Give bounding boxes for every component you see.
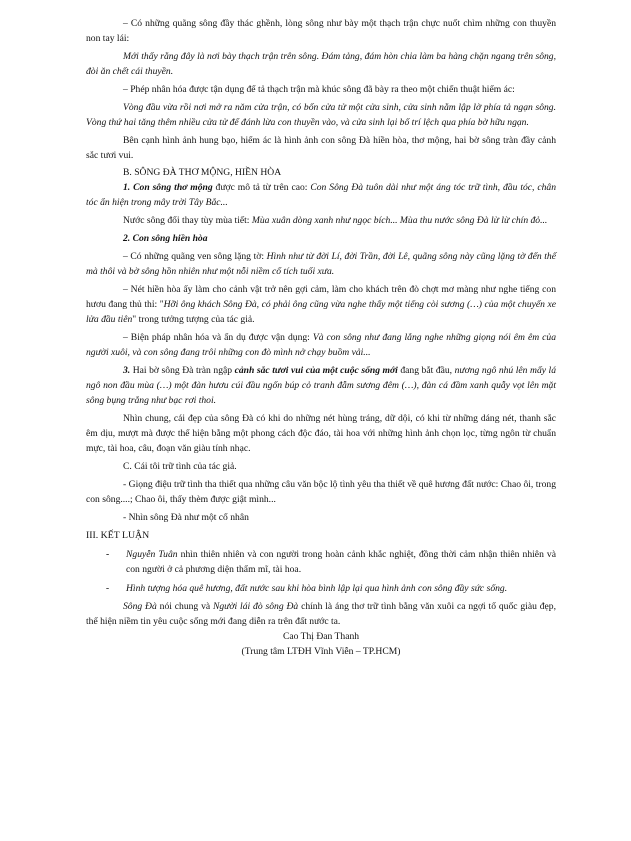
quote-text: Hình như từ đời Lí, đời Trần, đời Lê, quãng sông này cũng lặng tờ đến thế mà thôi và bờ sông hồn nhiên như một nỗi niềm cổ tích tuổi xưa. bbox=[86, 251, 556, 277]
text: – Có những quãng ven sông lặng tờ: bbox=[123, 251, 267, 262]
work-title: Sông Đà bbox=[123, 601, 157, 612]
subsection-number: 3. bbox=[123, 365, 131, 376]
paragraph bbox=[86, 330, 556, 360]
list-item bbox=[86, 547, 556, 577]
text: " trong tưởng tượng của tác giả. bbox=[132, 314, 255, 325]
subsection-1 bbox=[86, 180, 556, 210]
text: nhìn thiên nhiên và con người trong hoàn cảnh khắc nghiệt, đồng thời cảm nhận thiên nhiên và con người ở cả phương diện thẩm mĩ, tài hoa. bbox=[126, 549, 556, 575]
signature-organization: (Trung tâm LTĐH Vĩnh Viễn – TP.HCM) bbox=[241, 646, 401, 657]
quote-text: Hỡi ông khách Sông Đà, có phải ông cũng vừa nghe thấy một tiếng còi sương (…) của một chuyến xe lửa đầu tiên bbox=[86, 299, 557, 325]
author-name: Nguyễn Tuân bbox=[126, 549, 178, 560]
emphasis-text: cảnh sắc tươi vui của một cuộc sống mới bbox=[234, 365, 398, 376]
conclusion-paragraph bbox=[86, 599, 556, 629]
text: chính là áng thơ trữ tình bằng văn xuôi ca ngợi tổ quốc giàu đẹp, thể hiện niềm tin yêu cuộc sống mới đang diễn ra trên đất nước ta. bbox=[86, 601, 557, 627]
list-item bbox=[86, 581, 556, 596]
work-title: Người lái đò sông Đà bbox=[212, 601, 299, 612]
text: – Biện pháp nhân hóa và ẩn dụ được vận dụng: bbox=[123, 332, 313, 343]
paragraph: - Nhìn sông Đà như một cố nhân bbox=[123, 512, 249, 523]
subsection-title: 1. Con sông thơ mộng bbox=[123, 182, 213, 193]
paragraph: – Có những quãng sông đầy thác ghềnh, lòng sông như bày một thạch trận chực nuốt chìm những con thuyền non tay lái: bbox=[86, 18, 556, 44]
text: Hình tượng hóa quê hương, đất nước sau khi hòa bình lập lại qua hình ảnh con sông đầy sức sống. bbox=[126, 583, 508, 594]
document-page bbox=[86, 0, 556, 659]
quote-paragraph: Vòng đầu vừa rồi nơi mở ra năm cửa trận, có bốn cửa tử một cửa sinh, cửa sinh nằm lập lờ phía tả ngạn sông. Vòng thứ hai tăng thêm nhiều cửa tử để đánh lừa con thuyền vào, và cửa sinh lại bố trí lệch qua phía bờ hữu ngạn. bbox=[86, 102, 556, 128]
quote-text: Và con sông như đang lắng nghe những giọng nói êm êm của người xuôi, và con sông đang trôi những con đò mình nở chạy buồm vải... bbox=[86, 332, 556, 358]
quote-paragraph: Mới thấy rằng đây là nơi bày thạch trận trên sông. Đám tảng, đám hòn chia làm ba hàng chặn ngang trên sông, đòi ăn chết cái thuyền. bbox=[86, 51, 556, 77]
text: Hai bờ sông Đà tràn ngập bbox=[130, 365, 235, 376]
paragraph: - Giọng điệu trữ tình tha thiết qua những câu văn bộc lộ tình yêu tha thiết về quê hương đất nước: Chao ôi, trong con sông....; Chao ôi, thấy thèm được giật mình... bbox=[86, 479, 556, 505]
paragraph: Nhìn chung, cái đẹp của sông Đà có khi do những nét hùng tráng, dữ dội, có khi từ những dáng nét, thanh sắc êm dịu, mượt mà được thể hiện bằng một phong cách độc đáo, tài hoa với những hình ảnh chọn lọc, từng ngôn từ chuẩn mực, tài hoa, câu, đoạn văn giàu tính nhạc. bbox=[86, 413, 556, 454]
signature-name: Cao Thị Đan Thanh bbox=[282, 631, 360, 642]
bullet-marker: - bbox=[106, 583, 110, 594]
section-heading-b: B. SÔNG ĐÀ THƠ MỘNG, HIỀN HÒA bbox=[123, 167, 282, 178]
text: – Nét hiền hòa ấy làm cho cảnh vật trở nên gợi cảm, làm cho khách trên đò chợt mơ màng như nghe tiếng con hươu đang thủ thỉ: " bbox=[86, 284, 556, 310]
paragraph bbox=[86, 249, 556, 279]
quote-text: Con Sông Đà tuôn dài như một áng tóc trữ tình, đầu tóc, chân tóc ẩn hiện trong mây trời Tây Bắc... bbox=[86, 182, 557, 208]
paragraph: Bên cạnh hình ảnh hung bạo, hiểm ác là hình ảnh con sông Đà hiền hòa, thơ mộng, hai bờ sông tràn đầy cảnh sắc tươi vui. bbox=[86, 135, 556, 161]
subsection-3 bbox=[86, 363, 556, 408]
text: Nước sông đổi thay tùy mùa tiết: bbox=[123, 215, 252, 226]
text: nói chung và bbox=[156, 601, 213, 612]
paragraph bbox=[86, 213, 556, 228]
quote-text: nương ngô nhú lên mấy lá ngô non đầu mùa (…) một đàn hươu cúi đầu ngốn búp cỏ tranh đẫm sương đêm (…), đàn cá đầm xanh quẫy vọt lên mặt sông bụng trắng như bạc rơi thoi. bbox=[86, 365, 557, 406]
bullet-marker: - bbox=[106, 549, 110, 560]
text: đang bắt đầu, bbox=[397, 365, 455, 376]
text: được mô tả từ trên cao: bbox=[212, 182, 311, 193]
subsection-title: 2. Con sông hiền hòa bbox=[123, 233, 208, 244]
quote-text: Mùa xuân dòng xanh như ngọc bích... Mùa thu nước sông Đà lừ lừ chín đỏ... bbox=[251, 215, 548, 226]
paragraph bbox=[86, 282, 556, 327]
paragraph: C. Cái tôi trữ tình của tác giả. bbox=[123, 461, 237, 472]
paragraph: – Phép nhân hóa được tận dụng để tả thạch trận mà khúc sông đã bày ra theo một chiến thuật hiểm ác: bbox=[123, 84, 515, 95]
section-heading-iii: III. KẾT LUẬN bbox=[86, 530, 150, 541]
